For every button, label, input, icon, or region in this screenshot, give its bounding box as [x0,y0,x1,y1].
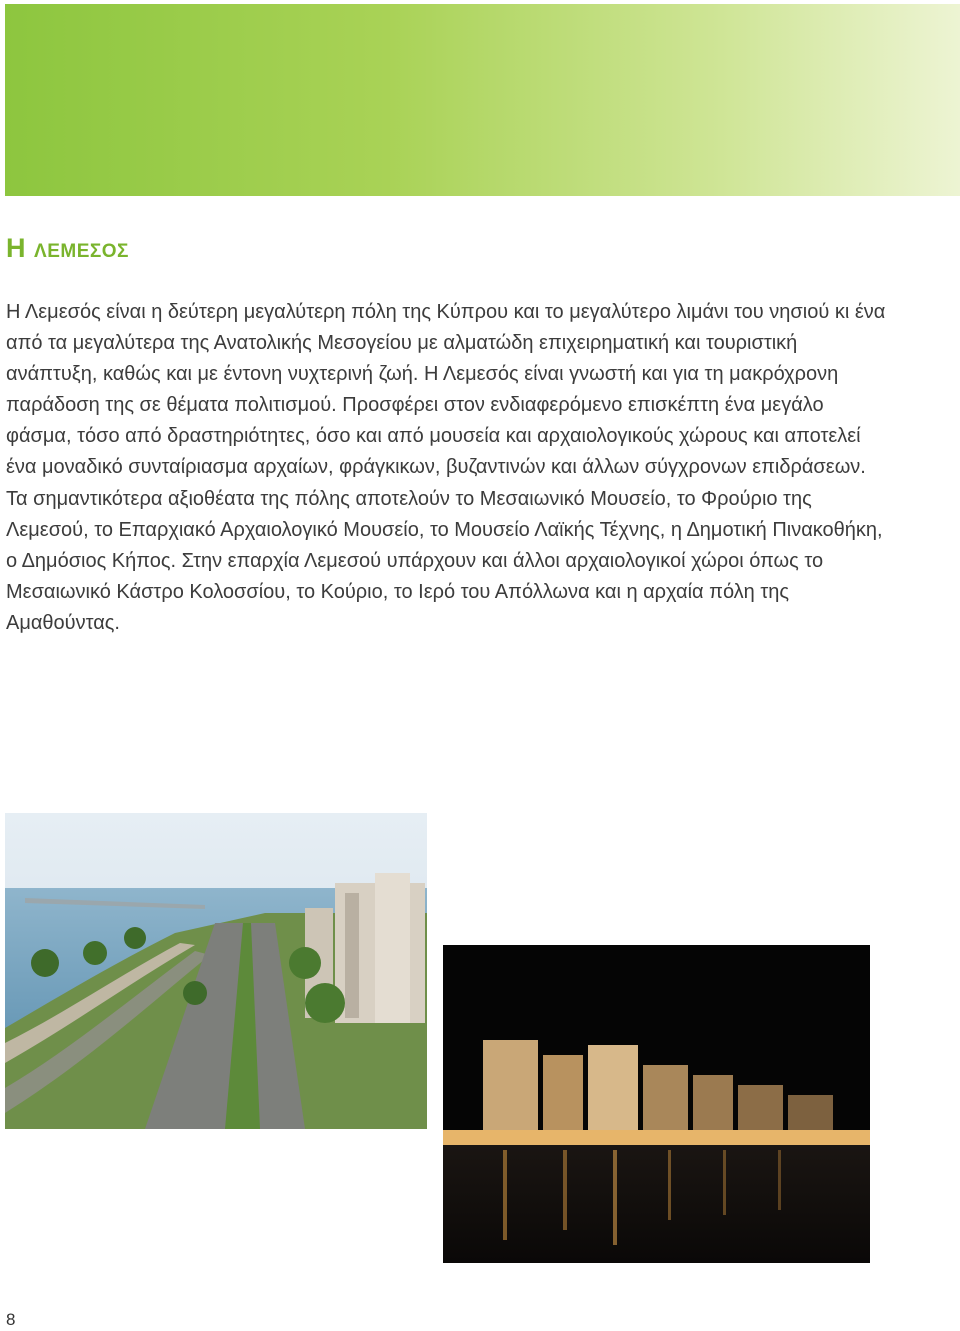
limassol-seafront-day-photo [5,813,427,1129]
title-initial: Η [6,233,26,263]
title-rest: ΛΕΜΕΣΟΣ [34,241,129,262]
page-title [6,233,129,264]
page-number: 8 [6,1310,16,1329]
limassol-seafront-night-photo [443,945,870,1263]
body-paragraph: Η Λεμεσός είναι η δεύτερη μεγαλύτερη πόλη της Κύπρου και το μεγαλύτερο λιμάνι του νησιού κι ένα από τα μεγαλύτερα της Ανατολικής Μεσογείου με αλματώδη επιχειρηματική και τουριστική ανάπτυξη, καθώς και με έντονη νυχτερινή ζωή. Η Λεμεσός είναι γνωστή και για τη μακρόχρονη παράδοση της σε θέματα πολιτισμού. Προσφέρει στον ενδιαφερόμενο επισκέπτη ένα μεγάλο φάσμα, τόσο από δραστηριότητες, όσο και από μουσεία και αρχαιολογικούς χώρους και αποτελεί ένα μοναδικό συνταίριασμα αρχαίων, φράγκικων, βυζαντινών και άλλων σύγχρονων επιδράσεων. Τα σημαντικότερα αξιοθέατα της πόλης αποτελούν το Μεσαιωνικό Μουσείο, το Φρούριο της Λεμεσού, το Επαρχιακό Αρχαιολογικό Μουσείο, το Μουσείο Λαϊκής Τέχνης, η Δημοτική Πινακοθήκη, ο Δημόσιος Κήπος. Στην επαρχία Λεμεσού υπάρχουν και άλλοι αρχαιολογικοί χώροι όπως το Μεσαιωνικό Κάστρο Κολοσσίου, το Κούριο, το Ιερό του Απόλλωνα και η αρχαία πόλη της Αμαθούντας. [6,301,886,634]
header-banner [5,4,960,196]
